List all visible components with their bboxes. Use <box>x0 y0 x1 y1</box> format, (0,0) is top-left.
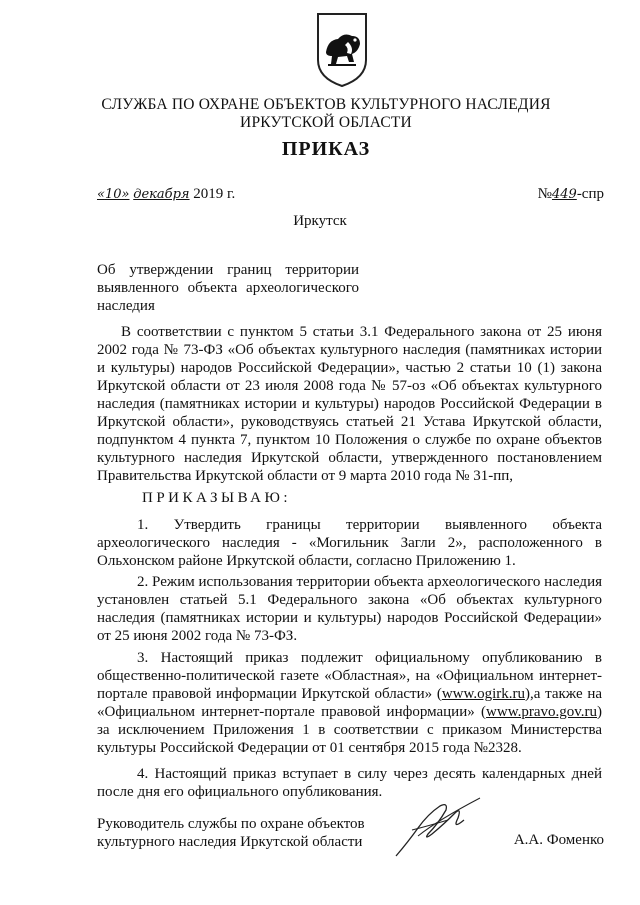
order-item-3-text-a: 3. Настоящий приказ подлежит официальному опубликованию в общественно-политической газете «Областная», на «Официальном интернет-портале правовой информации Иркутской области» ( <box>97 650 602 702</box>
ogirk-link[interactable]: www.ogirk.ru <box>441 686 526 702</box>
document-subject: Об утверждении границ территории выявленного объекта археологического наследия <box>97 262 359 314</box>
document-number <box>538 186 604 203</box>
number-suffix: -спр <box>576 186 604 202</box>
order-item-3 <box>97 649 602 757</box>
signer-position <box>97 815 365 851</box>
signer-position-line1: Руководитель службы по охране объектов <box>97 816 365 832</box>
number-prefix: № <box>537 186 552 202</box>
document-date <box>97 186 235 203</box>
date-day: 10 <box>104 187 122 202</box>
number-value: 449 <box>551 187 577 202</box>
preamble-paragraph: В соответствии с пунктом 5 статьи 3.1 Федерального закона от 25 июня 2002 года № 73-ФЗ «Об объектах культурного наследия (памятниках истории и культуры) народов Российской Федерации», частью 2 статьи 10 (1) закона Иркутской области от 23 июля 2008 года № 57-оз «Об объектах культурного наследия (памятниках истории и культуры) народов Российской Федерации в Иркутской области», руководствуясь статьей 21 Устава Иркутской области, подпунктом 4 пункта 7, пунктом 10 Положения о службе по охране объектов культурного наследия Иркутской области, утвержденного постановлением Правительства Иркутской области от 9 марта 2010 года № 31-пп, <box>97 324 602 484</box>
date-year: 2019 г. <box>193 186 236 202</box>
document-title: ПРИКАЗ <box>281 138 371 160</box>
order-item-1: 1. Утвердить границы территории выявленного объекта археологического наследия - «Могильник Загли 2», расположенного в Ольхонском районе Иркутской области, согласно Приложению 1. <box>97 517 602 569</box>
date-open-quote: « <box>97 187 105 202</box>
coat-of-arms-icon <box>314 12 370 88</box>
document-city: Иркутск <box>293 213 347 229</box>
signer-position-line2: культурного наследия Иркутской области <box>97 834 363 850</box>
pravo-link[interactable]: www.pravo.gov.ru <box>486 704 597 720</box>
order-item-4: 4. Настоящий приказ вступает в силу через десять календарных дней после дня его официального опубликования. <box>97 766 602 800</box>
order-item-2: 2. Режим использования территории объекта археологического наследия установлен статьей 5.1 Федерального закона «Об объектах культурного наследия (памятниках истории и культуры) народов Российской Федерации» от 25 июня 2002 года № 73-ФЗ. <box>97 574 602 644</box>
order-heading: ПРИКАЗЫВАЮ: <box>142 490 292 506</box>
organization-name-line1: СЛУЖБА ПО ОХРАНЕ ОБЪЕКТОВ КУЛЬТУРНОГО НАСЛЕДИЯ <box>101 96 551 113</box>
date-close-quote: » <box>121 187 130 202</box>
handwritten-signature-icon <box>388 790 498 862</box>
signer-name: А.А. Фоменко <box>513 832 604 848</box>
order-item-3-text-b: ),а также на «Официальном интернет-портале правовой информации» ( <box>97 686 602 720</box>
order-item-3-text-c: ) за исключением Приложения 1 в соответствии с приказом Министерства культуры Российской Федерации от 01 сентября 2015 года №2328. <box>97 704 602 756</box>
date-month: декабря <box>133 187 190 202</box>
organization-name-line2: ИРКУТСКОЙ ОБЛАСТИ <box>240 114 412 131</box>
